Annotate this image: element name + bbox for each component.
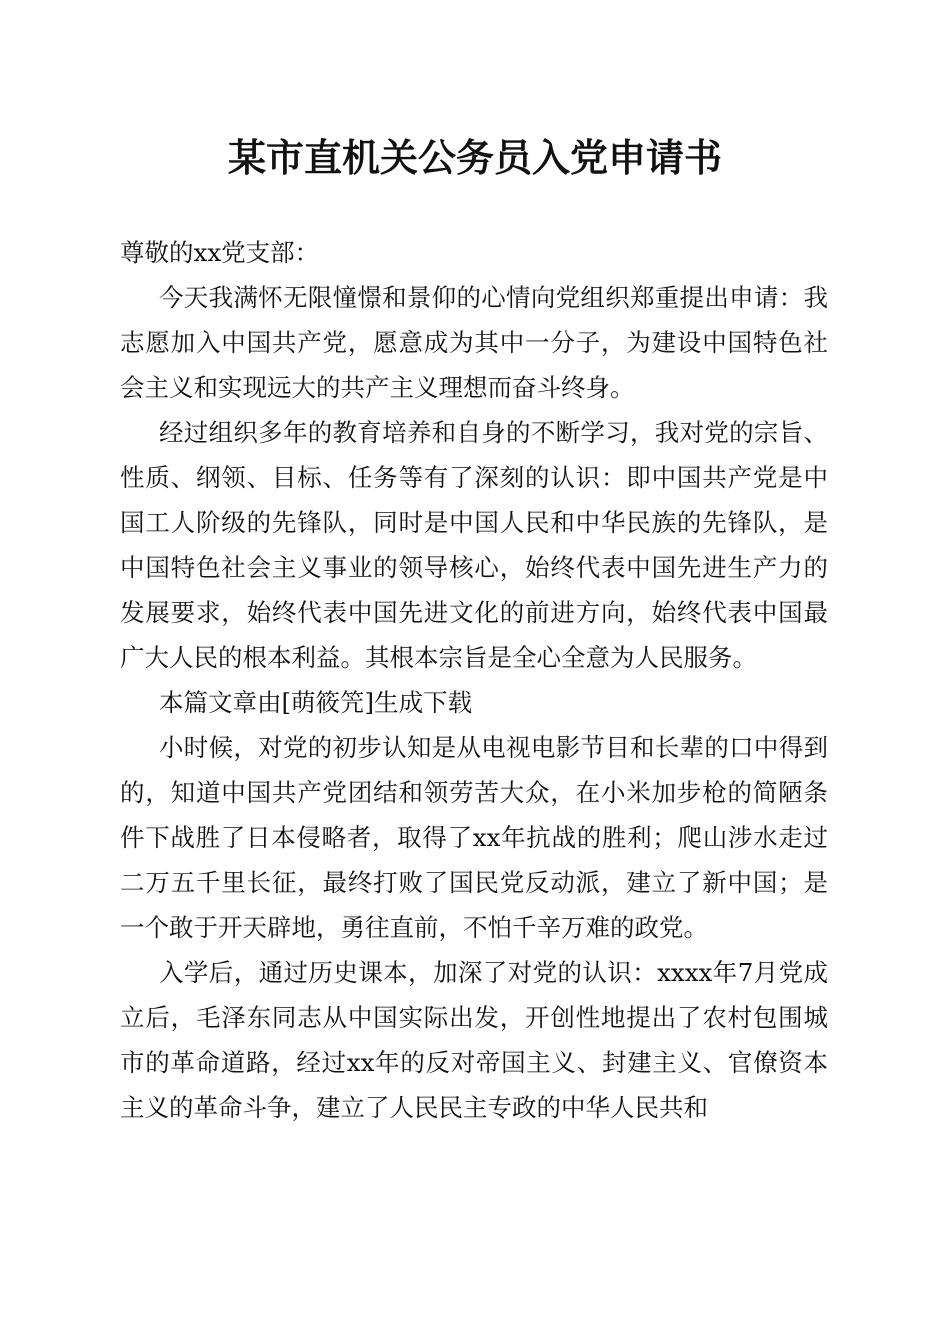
document-body xyxy=(120,230,828,1130)
salutation: 尊敬的xx党支部： xyxy=(120,238,320,267)
paragraph-2: 经过组织多年的教育培养和自身的不断学习，我对党的宗旨、性质、纲领、目标、任务等有了深刻的认识：即中国共产党是中国工人阶级的先锋队，同时是中国人民和中华民族的先锋队，是中国特色社会主义事业的领导核心，始终代表中国先进生产力的发展要求，始终代表中国先进文化的前进方向，始终代表中国最广大人民的根本利益。其根本宗旨是全心全意为人民服务。 xyxy=(120,418,828,672)
paragraph-5: 入学后，通过历史课本，加深了对党的认识：xxxx年7月党成立后，毛泽东同志从中国实际出发，开创性地提出了农村包围城市的革命道路，经过xx年的反对帝国主义、封建主义、官僚资本主义的革命斗争，建立了人民民主专政的中华人民共和 xyxy=(120,958,828,1122)
paragraph-3: 本篇文章由[萌筱笐]生成下载 xyxy=(159,688,473,717)
paragraph-4: 小时候，对党的初步认知是从电视电影节目和长辈的口中得到的，知道中国共产党团结和领劳苦大众，在小米加步枪的简陋条件下战胜了日本侵略者，取得了xx年抗战的胜利；爬山涉水走过二万五千里长征，最终打败了国民党反动派，建立了新中国；是一个敢于开天辟地，勇往直前，不怕千辛万难的政党。 xyxy=(120,733,828,942)
document-title: 某市直机关公务员入党申请书 xyxy=(227,135,722,180)
paragraph-1: 今天我满怀无限憧憬和景仰的心情向党组织郑重提出申请：我志愿加入中国共产党，愿意成为其中一分子，为建设中国特色社会主义和实现远大的共产主义理想而奋斗终身。 xyxy=(120,283,828,402)
